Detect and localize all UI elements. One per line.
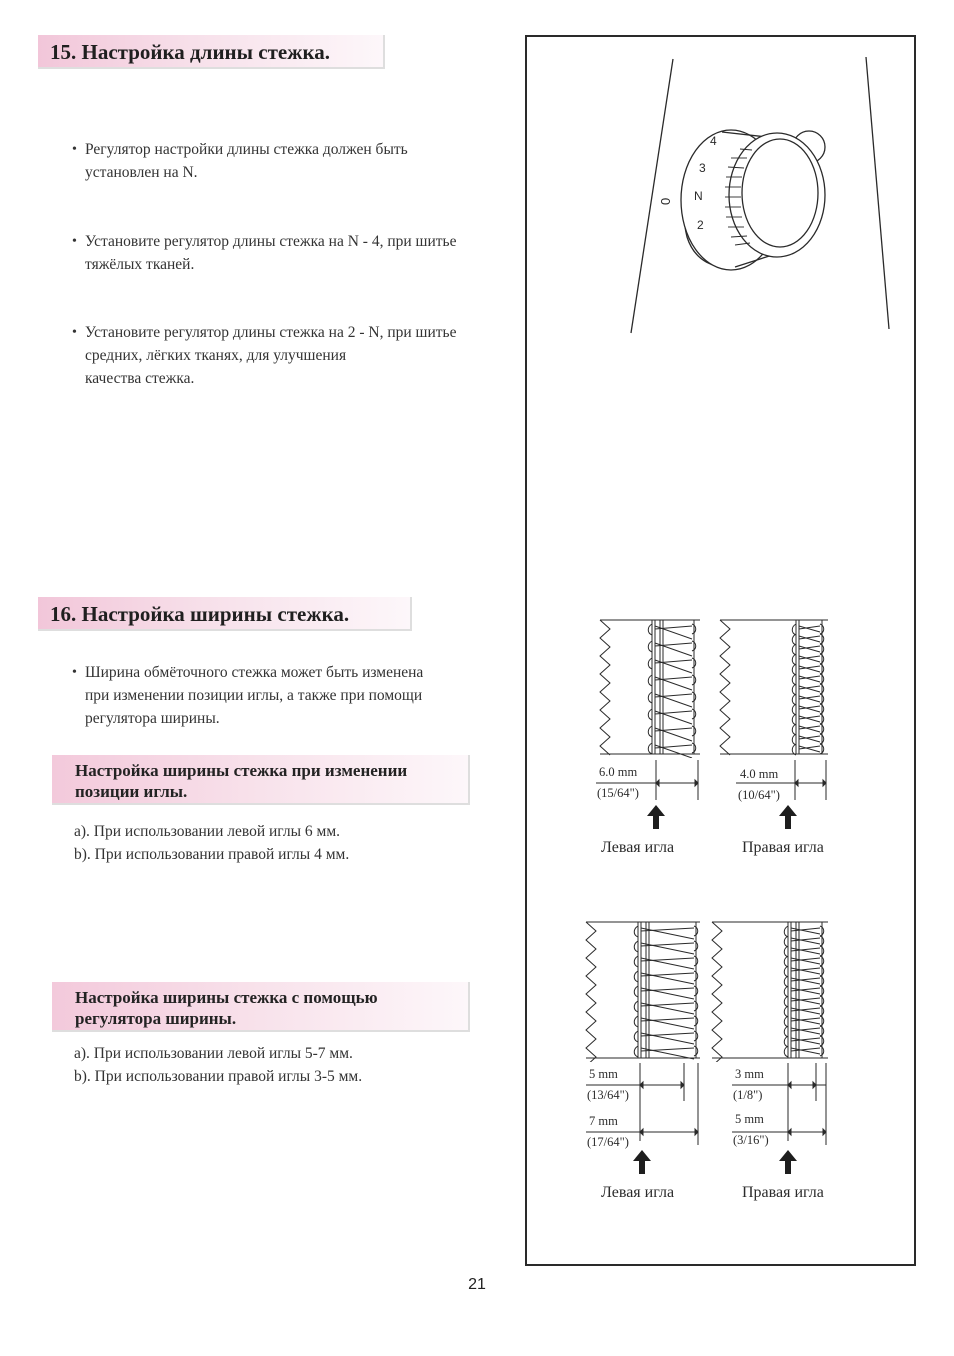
subsection-needle-position-title: Настройка ширины стежка при изменении позиции иглы.	[52, 755, 470, 805]
bullet-3: • Установите регулятор длины стежка на 2 - N, при шитье средних, лёгких тканях, для улучшения качества стежка.	[85, 321, 457, 390]
stitch-diagram-left-needle-6mm	[596, 618, 702, 758]
dim-bot-right-inch1: (1/8")	[733, 1088, 763, 1102]
dimension-lines	[580, 755, 840, 1145]
bullet-width: • Ширина обмёточного стежка может быть изменена при изменении позиции иглы, а также при помощи регулятора ширины.	[85, 661, 423, 730]
bullet-dot: •	[72, 665, 77, 680]
arrow-up-icon	[633, 1150, 651, 1174]
bullet-1: • Регулятор настройки длины стежка должен быть установлен на N.	[85, 138, 408, 184]
item-left-needle-6mm: a). При использовании левой иглы 6 мм.	[74, 823, 341, 840]
stitch-length-dial-illustration	[527, 37, 914, 337]
dim-top-right-mm: 4.0 mm	[740, 767, 779, 781]
section-16-title: 16. Настройка ширины стежка.	[38, 597, 412, 631]
item-right-needle-3-5mm: b). При использовании правой иглы 3-5 мм.	[74, 1068, 363, 1085]
dim-top-left-inch: (15/64")	[597, 786, 639, 800]
caption-right-needle-bottom: Правая игла	[742, 1184, 824, 1201]
dim-top-right-inch: (10/64")	[738, 788, 780, 802]
dial-mark-3: 3	[699, 161, 706, 175]
bullet-dot: •	[72, 142, 77, 157]
dim-bot-right-mm1: 3 mm	[735, 1067, 764, 1081]
dim-bot-left-mm2: 7 mm	[589, 1114, 618, 1128]
caption-left-needle-top: Левая игла	[601, 839, 675, 856]
arrow-up-icon	[647, 805, 665, 829]
bullet-2: • Установите регулятор длины стежка на N - 4, при шитье тяжёлых тканей.	[85, 230, 457, 276]
subsection-width-regulator-title: Настройка ширины стежка с помощью регулятора ширины.	[52, 982, 470, 1032]
dim-bot-right-mm2: 5 mm	[735, 1112, 764, 1126]
dial-mark-N: N	[694, 189, 703, 203]
section-15-title: 15. Настройка длины стежка.	[38, 35, 385, 69]
bullet-dot: •	[72, 234, 77, 249]
dim-bot-right-inch2: (3/16")	[733, 1133, 769, 1147]
dial-mark-4: 4	[710, 134, 717, 148]
dim-bot-left-inch2: (17/64")	[587, 1135, 629, 1149]
page-number: 21	[468, 1276, 486, 1293]
dim-bot-left-inch1: (13/64")	[587, 1088, 629, 1102]
arrow-up-icon	[779, 1150, 797, 1174]
dial-mark-2: 2	[697, 218, 704, 232]
caption-right-needle-top: Правая игла	[742, 839, 824, 856]
dim-top-left-mm: 6.0 mm	[599, 765, 638, 779]
dial-mark-0: 0	[658, 197, 673, 205]
item-right-needle-4mm: b). При использовании правой иглы 4 мм.	[74, 846, 350, 863]
item-left-needle-5-7mm: a). При использовании левой иглы 5-7 мм.	[74, 1045, 353, 1062]
arrow-up-icon	[779, 805, 797, 829]
bullet-dot: •	[72, 325, 77, 340]
dim-bot-left-mm1: 5 mm	[589, 1067, 618, 1081]
stitch-diagram-right-needle-4mm	[716, 618, 830, 758]
caption-left-needle-bottom: Левая игла	[601, 1184, 675, 1201]
